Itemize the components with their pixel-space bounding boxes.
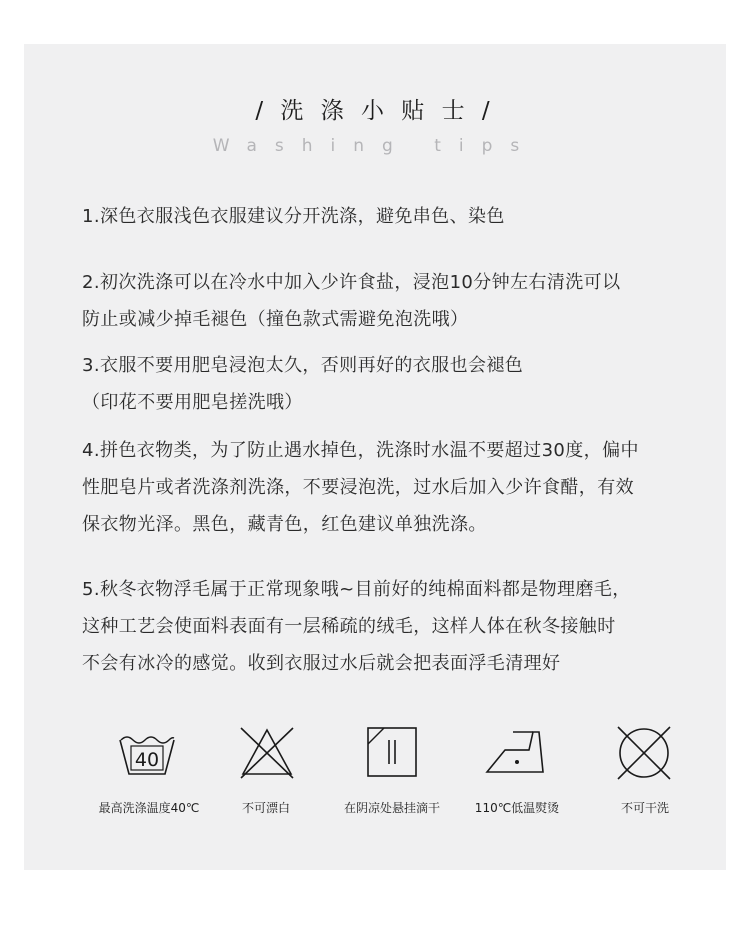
iron-low-icon: [451, 724, 581, 780]
tip-4: [82, 432, 722, 543]
no-dry-clean-icon: [579, 724, 709, 782]
tip-5-line-1: 5.秋冬衣物浮毛属于正常现象哦~目前好的纯棉面料都是物理磨毛，: [82, 579, 631, 600]
drip-dry-shade-icon: [327, 724, 457, 780]
page-subtitle: Washing tips: [212, 136, 538, 156]
wash-40-icon: [82, 724, 212, 780]
tip-4-line-3: 保衣物光泽。黑色，藏青色，红色建议单独洗涤。: [82, 514, 487, 535]
page-title: / 洗 涤 小 贴 士 /: [255, 98, 495, 124]
tip-5: [82, 571, 722, 682]
tip-3-line-1: 3.衣服不要用肥皂浸泡太久，否则再好的衣服也会褪色: [82, 355, 524, 376]
no-bleach-label: 不可漂白: [241, 801, 291, 815]
tip-1-line-1: 1.深色衣服浅色衣服建议分开洗涤，避免串色、染色: [82, 206, 505, 227]
tip-2: [82, 264, 722, 338]
tip-5-line-2: 这种工艺会使面料表面有一层稀疏的绒毛，这样人体在秋冬接触时: [82, 616, 616, 637]
tip-3: [82, 347, 722, 421]
tip-4-line-1: 4.拼色衣物类，为了防止遇水掉色，洗涤时水温不要超过30度，偏中: [82, 440, 639, 461]
tip-4-line-2: 性肥皂片或者洗涤剂洗涤，不要浸泡洗，过水后加入少许食醋，有效: [82, 477, 634, 498]
drip-dry-shade-label: 在阴凉处悬挂滴干: [343, 801, 441, 815]
iron-low-label: 110℃低温熨烫: [474, 801, 560, 815]
wash-40-label: 最高洗涤温度40℃: [98, 801, 200, 815]
tip-3-line-2: （印花不要用肥皂搓洗哦）: [82, 392, 303, 413]
tip-1: [82, 198, 722, 235]
no-dry-clean-label: 不可干洗: [620, 801, 670, 815]
no-bleach-icon: [202, 724, 332, 780]
tip-5-line-3: 不会有冰冷的感觉。收到衣服过水后就会把表面浮毛清理好: [82, 653, 561, 674]
wash-temp-number: 40: [134, 749, 160, 771]
tip-2-line-2: 防止或减少掉毛褪色（撞色款式需避免泡洗哦）: [82, 309, 469, 330]
tip-2-line-1: 2.初次洗涤可以在冷水中加入少许食盐，浸泡10分钟左右清洗可以: [82, 272, 621, 293]
